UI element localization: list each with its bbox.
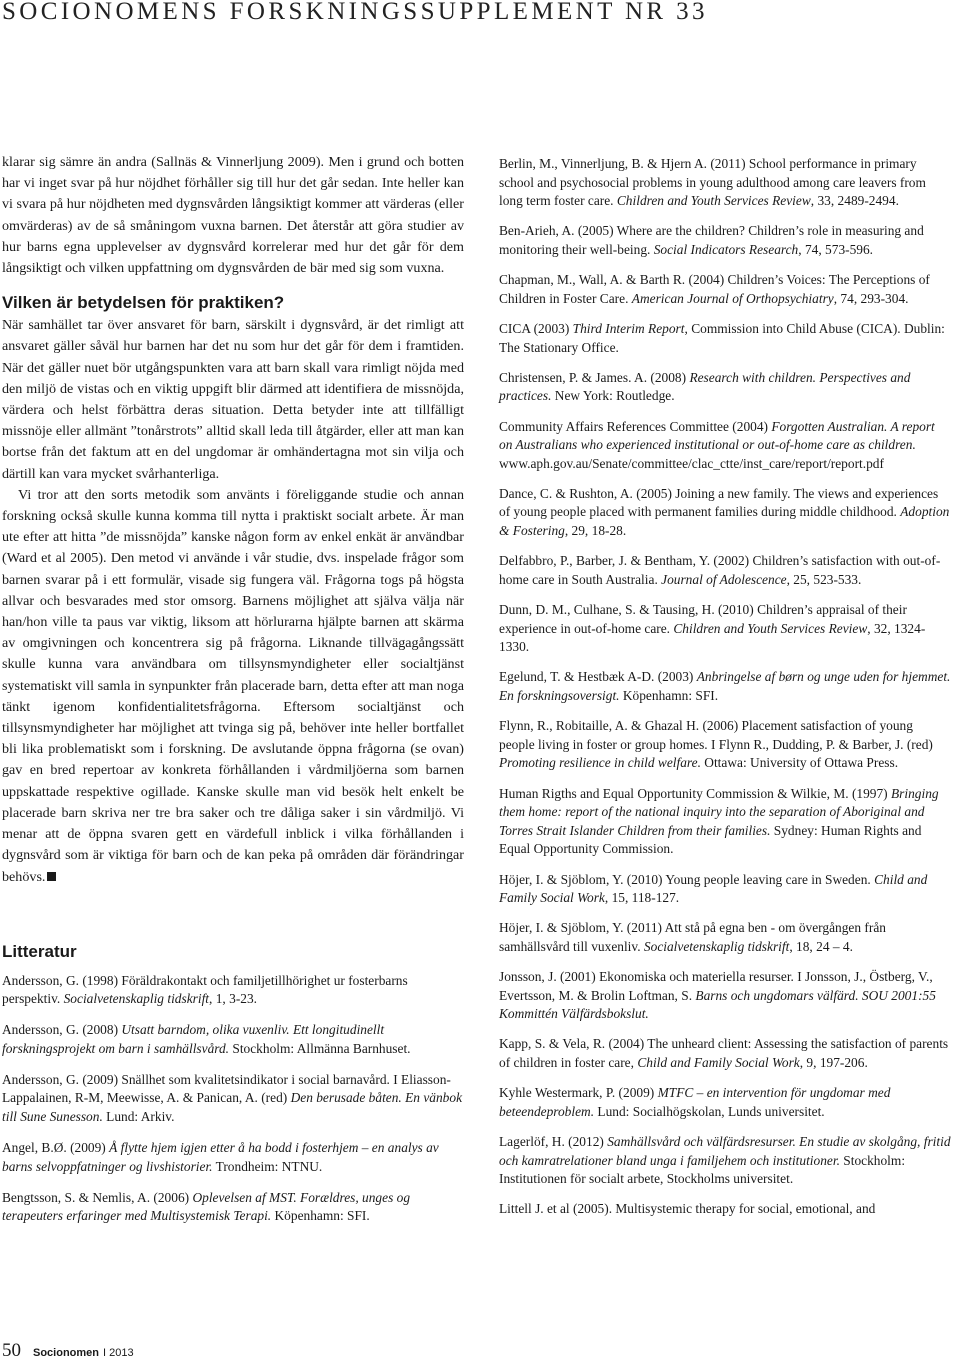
running-head: SOCIONOMENS FORSKNINGSSUPPLEMENT NR 33 <box>2 0 708 25</box>
reference-title: Oplevelsen af MST. Forældres, unges og terapeuters erfaringer med Multisystemisk Terapi. <box>2 1189 411 1224</box>
reference-text: Chapman, M., Wall, A. & Barth R. (2004) Children’s Voices: The Perceptions of Children in Foster Care. <box>499 272 930 306</box>
reference-title: Social Indicators Research <box>653 241 799 257</box>
reference-entry <box>499 601 951 657</box>
reference-text: Andersson, G. (1998) Föräldrakontakt och familjetillhörighet ur fosterbarns perspektiv. <box>2 972 408 1007</box>
reference-text: Dance, C. & Rushton, A. (2005) Joining a new family. The views and experiences of young people placed with permanent families during middle childhood. <box>499 485 939 520</box>
reference-text: Delfabbro, P., Barber, J. & Bentham, Y. (2002) Children’s satisfaction with out-of-home care in South Australia. <box>499 553 941 587</box>
reference-title: Child and Family Social Work <box>499 871 928 906</box>
reference-text: Christensen, P. & James. A. (2008) <box>499 369 690 385</box>
reference-entry <box>499 968 951 1024</box>
reference-entry <box>499 155 951 211</box>
reference-title: Barns och ungdomars välfärd. SOU 2001:55 Kommittén Välfärdsbokslut. <box>499 987 936 1022</box>
reference-title: Å flytte hjem igjen etter å ha bodd i fosterhjem – en analys av barns selvoppfatninger og livshistorier. <box>2 1140 439 1174</box>
reference-tail: , 74, 293-304. <box>833 290 909 306</box>
reference-tail: , 15, 118-127. <box>604 890 680 906</box>
reference-list-right <box>499 155 951 1219</box>
reference-entry <box>2 1021 464 1058</box>
reference-entry <box>499 369 951 406</box>
reference-text: Dunn, D. M., Culhane, S. & Tausing, H. (2010) Children’s appraisal of their experience in out-of-home care. <box>499 602 907 636</box>
section-heading: Vilken är betydelsen för praktiken? <box>2 293 285 313</box>
body-paragraph-text: Vi tror att den sorts metodik som använts i föreliggande studie och annan forskning också skulle kunna komma till nytta i praktiskt socialt arbete. Är man ute efter att hitta ”de missnöjda” kanske någon form av enkel enkät är användbar (Ward et al 2005). Den metod vi använde i vår studie, dvs. inspelade frågor som barnen svarar på i ett formulär, visade sig fungera väl. Frågorna togs på högsta allvar och besvarades med stor omsorg. Barnens möjlighet att själva välja när han/hon ville ta paus var viktig, liksom att hörlurarna hjälpte barnen att skärma av omgivningen och koncentrera sig på frågorna. Liknande tillvägagångssätt skulle kunna vara användbara om tillsynsmyndigheter eller socialtjänst systematiskt vill samla in synpunkter från placerade barn, detta efter att man noga tänkt igenom konfidentialitetsfrågorna. Eftersom socialtjänst och tillsynsmyndigheter har möjlighet att tvinga sig på, behöver inte heller bortfallet bli lika problematiskt som i forskning. De avslutande öppna frågorna (se ovan) gav en bred repertoar av konkreta förhållanden i vårdmiljöerna som barnen uppskattade respektive ogillade. Kanske skulle man vid besök helt enkelt be placerade barn skriva ner tre bra saker och tre dåliga saker i sin vårdmiljö. Vi menar att de öppna svaren gett en värdefull inblick i vilka förhållanden i dygnsvård som är viktiga för barn och de kan peka på områden där förändringar behövs. <box>2 486 464 885</box>
body-paragraph: När samhället tar över ansvaret för barn, särskilt i dygnsvård, är det rimligt att ansvaret gäller såväl hur barnen har det nu som hur det går för dem i framtiden. När det gäller nuet bör utgångspunkten vara att barn skall vara rimligt nöjda med den miljö de vistas och en viktig uppgift blir därmed att identifiera de missnöjda, värdera och helst förbättra deras situation. Detta betyder inte att tillfälligt missnöje eller allmänt ”tonårstrots” alltid skall leda till åtgärder, eller att man kan bortse från det faktum att en del ungdomar är omhändertagna mot sin vilja och därtill kan vara mycket svårhanterliga. <box>2 317 464 482</box>
reference-tail: Trondheim: NTNU. <box>212 1158 323 1174</box>
reference-title: Socialvetenskaplig tidskrift <box>643 938 790 954</box>
reference-text: CICA (2003) <box>499 320 573 336</box>
reference-title: Children and Youth Services Review <box>673 620 868 636</box>
reference-entry <box>499 418 951 474</box>
references-heading: Litteratur <box>2 941 77 961</box>
reference-entry <box>499 271 951 308</box>
reference-text: Jonsson, J. (2001) Ekonomiska och materiella resurser. I Jonsson, J., Östberg, V., Evertsson, M. & Brolin Loftman, S. <box>499 969 933 1003</box>
reference-tail: Köpenhamn: SFI. <box>619 688 719 703</box>
reference-title: Samhällsvård och välfärdsresurser. En studie av skolgång, fritid och kamratrelationer bland unga i familjehem och institutioner. <box>499 1134 951 1168</box>
reference-text: Kapp, S. & Vela, R. (2004) The unheard client: Assessing the satisfaction of parents of children in foster care, <box>499 1036 949 1071</box>
reference-entry <box>499 919 951 956</box>
reference-title: Forgotten Australian. A report on Australians who experienced institutional or out-of-home care as children. <box>499 418 935 453</box>
reference-text: Ben-Arieh, A. (2005) Where are the children? Children’s role in measuring and monitoring their well-being. <box>499 223 924 257</box>
reference-entry <box>499 222 951 259</box>
reference-title: Children and Youth Services Review <box>616 193 811 209</box>
reference-title: Anbringelse af børn og unge uden for hjemmet. En forskningsoversigt. <box>499 669 951 703</box>
reference-text: Andersson, G. (2008) <box>2 1022 122 1038</box>
reference-entry <box>499 552 951 589</box>
reference-text: Egelund, T. & Hestbæk A-D. (2003) <box>499 669 697 685</box>
reference-title: Bringing them home: report of the national inquiry into the separation of Aboriginal and Torres Strait Islander Children from their families. <box>499 785 939 838</box>
reference-text: Community Affairs References Committee (2004) <box>499 418 772 434</box>
issue-label: I 2013 <box>103 1347 134 1359</box>
reference-entry <box>499 1133 951 1189</box>
reference-title: Den berusade båten. En vänbok till Sune Sunesson. <box>2 1090 463 1125</box>
body-paragraph <box>2 485 464 888</box>
reference-tail: , 29, 18-28. <box>564 523 627 539</box>
reference-tail: Sydney: Human Rights and Equal Opportunity Commission. <box>499 822 922 857</box>
reference-title: Promoting resilience in child welfare. <box>499 755 701 771</box>
reference-entry <box>499 871 951 908</box>
reference-text: Human Rigths and Equal Opportunity Commission & Wilkie, M. (1997) <box>499 785 891 801</box>
reference-entry <box>2 1189 464 1226</box>
reference-text: Höjer, I. & Sjöblom, Y. (2011) Att stå på egna ben - om övergången från samhällsvård till vuxenliv. <box>499 920 886 954</box>
reference-tail: , 18, 24 – 4. <box>789 938 853 954</box>
reference-title: Adoption & Fostering <box>499 504 950 539</box>
reference-text: Littell J. et al (2005). Multisystemic therapy for social, emotional, and <box>499 1201 876 1217</box>
reference-tail: Lund: Socialhögskolan, Lunds universitet. <box>594 1103 825 1119</box>
reference-entry <box>499 320 951 357</box>
reference-tail: , 1, 3-23. <box>209 991 258 1007</box>
reference-text: Höjer, I. & Sjöblom, Y. (2010) Young people leaving care in Sweden. <box>499 871 875 887</box>
reference-tail: , 74, 573-596. <box>798 241 874 257</box>
reference-text: Angel, B.Ø. (2009) <box>2 1140 110 1156</box>
reference-tail: , Commission into Child Abuse (CICA). Dublin: The Stationary Office. <box>499 320 945 355</box>
reference-text: Lagerlöf, H. (2012) <box>499 1134 608 1150</box>
reference-entry <box>499 1200 951 1219</box>
reference-title: Child and Family Social Work <box>637 1055 800 1071</box>
reference-title: MTFC – en intervention för ungdomar med beteendeproblem. <box>499 1085 891 1119</box>
reference-title: Utsatt barndom, olika vuxenliv. Ett longitudinellt forskningsprojekt om barn i samhällsvård. <box>2 1022 385 1056</box>
reference-tail: , 9, 197-206. <box>799 1055 868 1071</box>
reference-title: Socialvetenskaplig tidskrift <box>63 991 210 1007</box>
left-column <box>2 152 464 1238</box>
reference-entry <box>2 972 464 1009</box>
reference-tail: , 32, 1324-1330. <box>499 620 926 655</box>
reference-tail: , 25, 523-533. <box>786 571 862 587</box>
reference-tail: , 33, 2489-2494. <box>810 193 899 209</box>
reference-entry <box>499 1084 951 1121</box>
reference-entry <box>2 1139 464 1176</box>
reference-text: Flynn, R., Robitaille, A. & Ghazal H. (2006) Placement satisfaction of young people living in foster or group homes. I Flynn R., Dudding, P. & Barber, J. (red) <box>499 718 933 752</box>
reference-entry <box>499 785 951 859</box>
reference-title: American Journal of Orthopsychiatry <box>631 290 834 306</box>
reference-tail: Köpenhamn: SFI. <box>271 1208 370 1224</box>
reference-entry <box>499 1035 951 1072</box>
reference-title: Journal of Adolescence <box>661 571 787 587</box>
reference-entry <box>499 668 951 705</box>
reference-text: Andersson, G. (2009) Snällhet som kvalitetsindikator i social barnavård. I Eliasson-Lappalainen, R-M, Meewisse, A. & Panican, A. (red) <box>2 1071 451 1106</box>
reference-tail: Ottawa: University of Ottawa Press. <box>700 755 899 771</box>
journal-name: Socionomen <box>33 1347 100 1359</box>
reference-tail: Stockholm: Allmänna Barnhuset. <box>229 1040 411 1056</box>
reference-entry <box>499 485 951 541</box>
reference-entry <box>499 717 951 773</box>
reference-title: Third Interim Report <box>572 320 685 336</box>
reference-text: Berlin, M., Vinnerljung, B. & Hjern A. (2011) School performance in primary school and psychosocial problems in young adulthood among care leavers from long term foster care. <box>499 156 926 209</box>
reference-text: Bengtsson, S. & Nemlis, A. (2006) <box>2 1189 193 1205</box>
reference-text: Kyhle Westermark, P. (2009) <box>499 1085 658 1101</box>
end-of-article-mark <box>47 872 56 881</box>
reference-tail: Lund: Arkiv. <box>102 1109 175 1125</box>
reference-entry <box>2 1071 464 1127</box>
reference-tail: www.aph.gov.au/Senate/committee/clac_ctte/inst_care/report/report.pdf <box>499 455 884 471</box>
body-paragraph: klarar sig sämre än andra (Sallnäs & Vinnerljung 2009). Men i grund och botten har vi inget svar på hur nöjdhet förhåller sig till hur det går sedan. Inte heller kan vi svara på hur nöjdheten med dygnsvården långsiktigt kommer att värderas (eller omvärderas) av de så småningom vuxna barnen. Det återstår att göra studier av hur barns egna upplevelser av dygnsvård korrelerar med hur det går för dem långsiktigt och vilken uppfattning om dygnsvården de bär med sig som vuxna. <box>2 154 464 277</box>
right-column <box>499 155 951 1231</box>
reference-tail: New York: Routledge. <box>551 388 675 404</box>
reference-title: Research with children. Perspectives and practices. <box>499 369 911 404</box>
reference-tail: Stockholm: Institutionen för socialt arbete, Stockholms universitet. <box>499 1152 906 1187</box>
page-number: 50 <box>2 1340 21 1361</box>
reference-list-left <box>2 972 464 1226</box>
